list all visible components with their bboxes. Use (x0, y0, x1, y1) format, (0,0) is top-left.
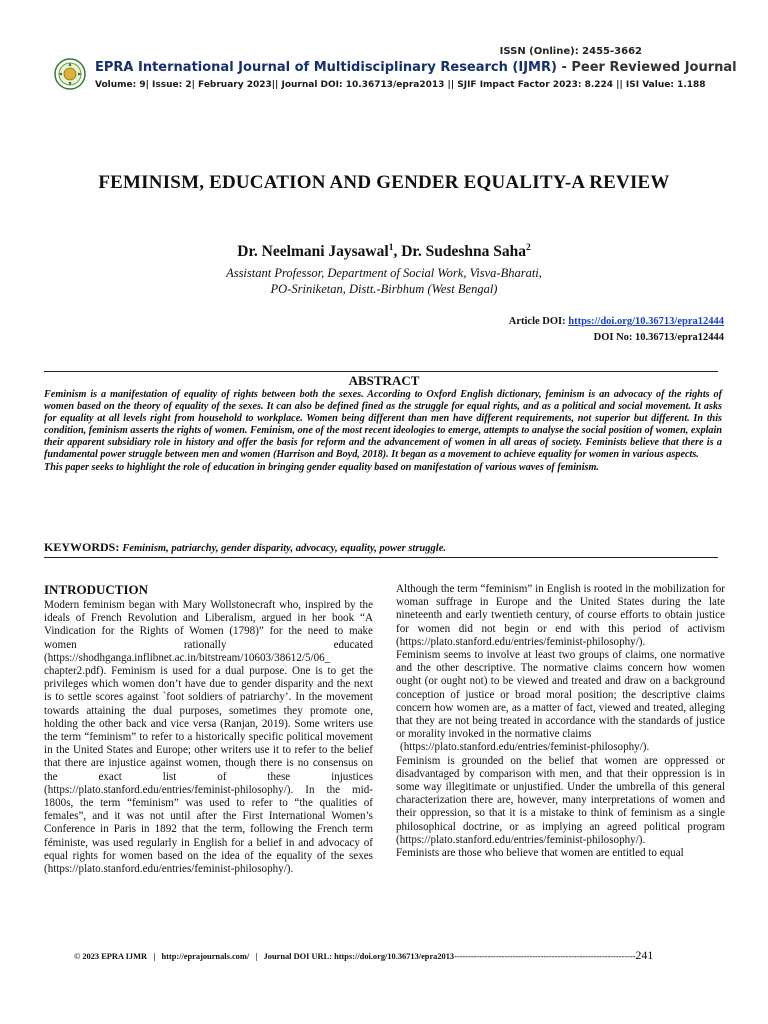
abstract-body (44, 389, 722, 474)
keywords-label: KEYWORDS: (44, 540, 123, 554)
intro-left-paragraph: Modern feminism began with Mary Wollstonecraft who, inspired by the ideals of French Revolution and Liberalism, argued in her book “A Vindication for the Rights of Women (1798)” for the need to make women rationally educated (https://shodhganga.inflibnet.ac.in/bitstream/10603/38612/5/06_ chapter2.pdf). Feminism is used for a dual purpose. One is to get the privileges which women don’t have due to gender disparity and the next is to settle scores against `foot soldiers of patriarchy’. In the movement towards attaining the dual purposes, sometimes they promote one, holding the other back and vice versa (Ranjan, 2019). Some writers use the term “feminism” to refer to a historically specific political movement in the United States and Europe; other writers use it to refer to the belief that there are injustice against women, though there is no consensus on the exact list of these injustices (https://plato.stanford.edu/entries/feminist-philosophy/). In the mid-1800s, the term “feminism” was used to refer to “the qualities of females”, and it was not until after the First International Women’s Conference in Paris in 1892 that the term, following the French term féministe, was used regularly in English for a belief in and advocacy of equal rights for women based on the idea of the equality of the sexes (https://plato.stanford.edu/entries/feminist-philosophy/). (44, 599, 373, 876)
journal-meta: Volume: 9| Issue: 2| February 2023|| Journal DOI: 10.36713/epra2013 || SJIF Impact Factor 2023: 8.224 || ISI Value: 1.188 (95, 80, 706, 90)
right-column (396, 583, 725, 860)
footer-site-link[interactable]: http://eprajournals.com/ (161, 952, 250, 961)
author-1: Dr. Neelmani Jaysawal (237, 243, 389, 261)
footer-separator-2: | (255, 952, 258, 961)
journal-title (95, 60, 737, 75)
abstract-paragraph-2: This paper seeks to highlight the role of education in bringing gender equality based on manifestation of various waves of feminism. (44, 461, 599, 473)
abstract-paragraph-1: Feminism is a manifestation of equality of rights between both the sexes. According to Oxford English dictionary, feminism is an advocacy of the rights of women based on the theory of equality of the sexes. It can also be defined fined as the struggle for equal rights, and as a political and social movement. It asks for equality at all levels right from household to workplace. Women being different than men have different requirements, not superior but different. In this condition, feminism asserts the rights of women. Feminism, one of the most recent ideologies to emerge, attempts to analyse the social position of women, explain their apparent subsidiary role in history and offer the basis for reform and the advancement of women in all areas of society. Feminists believe that there is a fundamental power struggle between men and women (Harrison and Boyd, 2018). It began as a movement to achieve equality for women in various aspects. (44, 389, 722, 461)
page-number: 241 (635, 948, 654, 962)
intro-right-paragraph-2: Feminism seems to involve at least two groups of claims, one normative and the other descriptive. The normative claims concern how women ought (or ought not) to be viewed and treated and draw on a background conception of justice or broad moral position; the descriptive claims concern how women are, as a matter of fact, viewed and treated, alleging that they are not being treated in accordance with the standards of justice or morality invoked in the normative claims (396, 649, 725, 741)
keywords (44, 540, 724, 555)
author-2-sup: 2 (525, 243, 531, 253)
intro-right-paragraph-3: Feminism is grounded on the belief that women are oppressed or disadvantaged by comparison with men, and that their oppression is in some way illegitimate or unjustified. Under the umbrella of this general characterization there are, however, many interpretations of women and their oppression, so that it is a mistake to think of feminism as a single philosophical doctrine, or as implying an agreed political program (https://plato.stanford.edu/entries/feminist-philosophy/). (396, 754, 725, 846)
paper-title: FEMINISM, EDUCATION AND GENDER EQUALITY-A REVIEW (98, 172, 670, 193)
journal-logo-icon (54, 58, 86, 90)
left-column (44, 583, 373, 876)
intro-right-paragraph-4: Feminists are those who believe that women are entitled to equal (396, 847, 684, 860)
footer-separator: | (153, 952, 156, 961)
author-1-sup: 1 (388, 243, 394, 253)
article-doi (509, 316, 724, 327)
journal-name: EPRA International Journal of Multidisciplinary Research (IJMR) (95, 60, 557, 75)
affiliation-line-1: Assistant Professor, Department of Social Work, Visva-Bharati, (226, 266, 542, 280)
abstract-heading: ABSTRACT (348, 373, 420, 388)
peer-reviewed-label: - Peer Reviewed Journal (556, 60, 737, 75)
author-2: , Dr. Sudeshna Saha (393, 243, 526, 261)
article-doi-link[interactable]: https://doi.org/10.36713/epra12444 (568, 316, 724, 327)
authors (0, 243, 768, 261)
affiliation-line-2: PO-Sriniketan, Distt.-Birbhum (West Bengal) (270, 282, 498, 296)
intro-right-paragraph-1: Although the term “feminism” in English is rooted in the mobilization for woman suffrage in Europe and the United States during the late nineteenth and early twentieth century, of course efforts to obtain justice for women did not begin or end with this period of activism (https://plato.stanford.edu/entries/feminist-philosophy/). (396, 583, 725, 648)
page-footer (74, 948, 653, 963)
introduction-heading: INTRODUCTION (44, 582, 149, 597)
issn: ISSN (Online): 2455-3662 (499, 46, 642, 57)
footer-dashes: ----------------------------------------------------------------- (454, 952, 636, 961)
abstract-top-rule (44, 371, 718, 372)
intro-right-paragraph-2-ref: (https://plato.stanford.edu/entries/feminist-philosophy/). (400, 741, 650, 754)
article-doi-label: Article DOI: (508, 316, 569, 327)
footer-doi-url[interactable]: Journal DOI URL: https://doi.org/10.36713/epra2013 (263, 952, 455, 961)
abstract-bottom-rule (44, 557, 718, 558)
footer-copyright: © 2023 EPRA IJMR (74, 952, 148, 961)
doi-number: DOI No: 10.36713/epra12444 (593, 332, 724, 343)
keywords-list: Feminism, patriarchy, gender disparity, advocacy, equality, power struggle. (122, 543, 446, 554)
